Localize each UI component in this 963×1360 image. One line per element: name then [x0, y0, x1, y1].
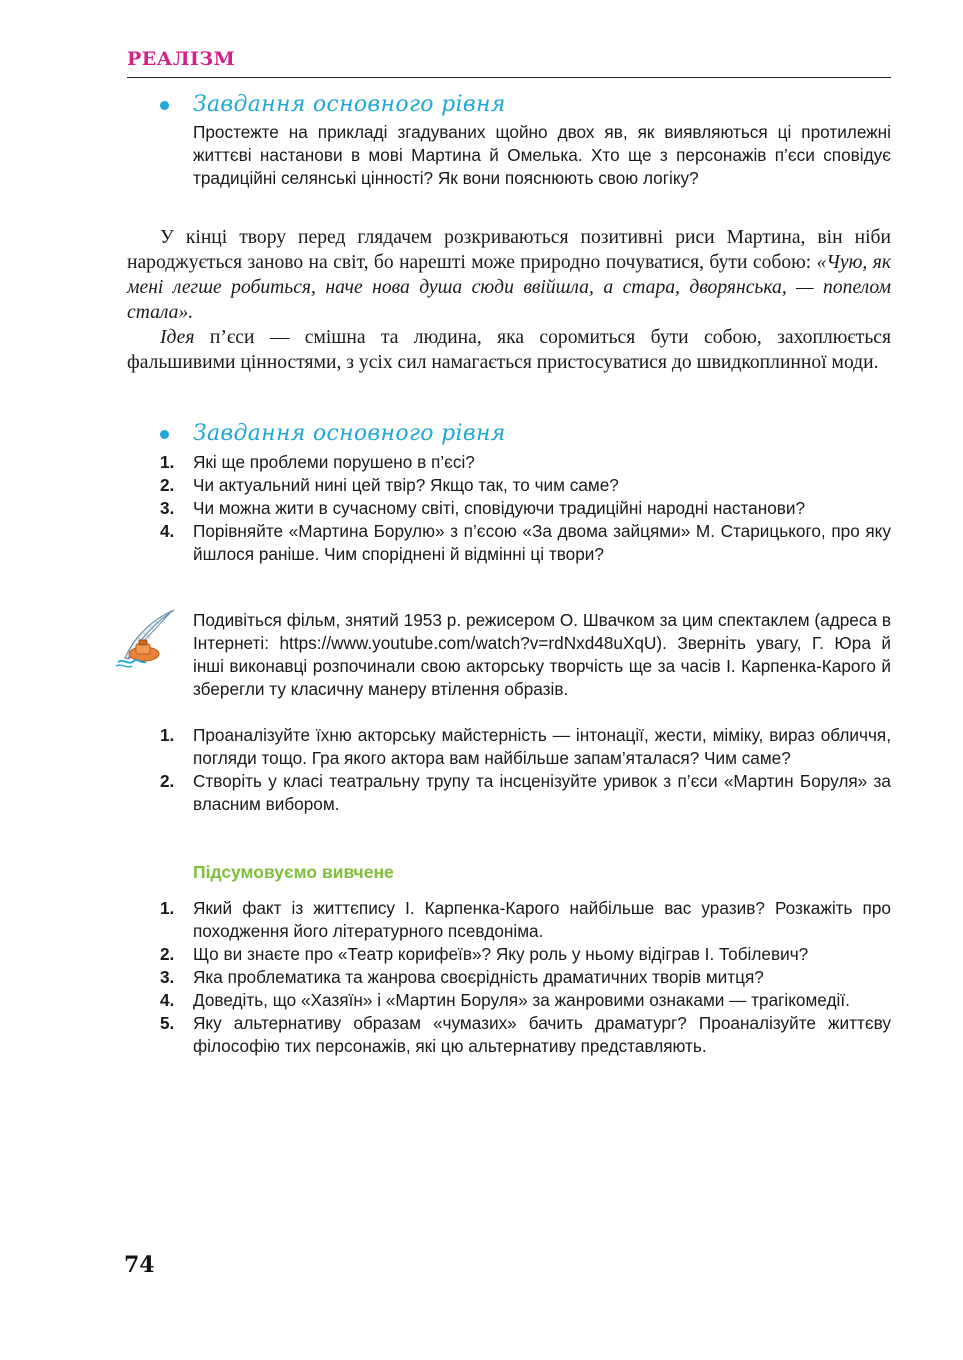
creative-task-list: [160, 724, 891, 816]
list-item: [160, 724, 891, 770]
item-text: Чи можна жити в сучасному світі, сповідуючи традиційні народні настанови?: [193, 498, 806, 518]
quill-inkwell-icon: [112, 608, 178, 670]
task-heading-basic-1: [160, 89, 506, 119]
item-text: Який факт із життєпису І. Карпенка-Карого найбільше вас уразив? Розкажіть про походження його літературного псевдоніма.: [193, 898, 891, 941]
paragraph-text: У кінці твору перед глядачем розкриваються позитивні риси Мартина, він ніби народжується заново на світ, бо нарешті може природно почуватися, бути собою:: [127, 227, 891, 273]
section-title: РЕАЛІЗМ: [127, 48, 236, 70]
item-number: 2.: [160, 771, 175, 791]
list-item: [160, 770, 891, 816]
list-item: [160, 897, 891, 943]
list-item: [160, 474, 891, 497]
item-number: 3.: [160, 498, 175, 518]
task-2-list: [160, 451, 891, 566]
creative-task-intro: Подивіться фільм, знятий 1953 р. режисером О. Швачком за цим спектаклем (адреса в Інтернеті: https://www.youtube.com/watch?v=rdNxd48uXqU). Зверніть увагу, Г. Юра й інші виконавці розпочинали свою акторську творчість ще за часів І. Карпенка-Карого й зберегли ту класичну манеру втілення образів.: [193, 610, 891, 699]
list-item: [160, 451, 891, 474]
item-number: 2.: [160, 944, 175, 964]
summary-list: [160, 897, 891, 1058]
page-number: 74: [124, 1252, 155, 1278]
item-number: 5.: [160, 1013, 175, 1033]
item-text: Яку альтернативу образам «чумазих» бачить драматург? Проаналізуйте життєву філософію тих персонажів, які цю альтернативу представляють.: [193, 1013, 891, 1056]
item-number: 3.: [160, 967, 175, 987]
body-paragraph-2: [127, 325, 891, 375]
term-idea: Ідея: [160, 327, 195, 348]
item-text: Створіть у класі театральну трупу та інсценізуйте уривок з п’єси «Мартин Боруля» за власним вибором.: [193, 771, 891, 814]
list-item: [160, 520, 891, 566]
item-text: Яка проблематика та жанрова своєрідність драматичних творів митця?: [193, 967, 764, 987]
item-number: 4.: [160, 990, 175, 1010]
body-paragraph-1: [127, 225, 891, 325]
task-heading-text: Завдання основного рівня: [193, 420, 506, 446]
item-number: 1.: [160, 452, 175, 472]
list-item: [160, 989, 891, 1012]
item-text: Що ви знаєте про «Театр корифеїв»? Яку роль у ньому відіграв І. Тобілевич?: [193, 944, 809, 964]
item-text: Порівняйте «Мартина Борулю» з п’єсою «За двома зайцями» М. Старицького, про яку йшлося раніше. Чим споріднені й відмінні ці твори?: [193, 521, 891, 564]
item-number: 1.: [160, 725, 175, 745]
page-header: [127, 46, 891, 78]
item-text: Які ще проблеми порушено в п’єсі?: [193, 452, 475, 472]
task-heading-basic-2: [160, 418, 506, 448]
paragraph-text: п’єси — смішна та людина, яка соромиться бути собою, захоплюється фальшивими цінностями, з усіх сил намагається пристосуватися до швидкоплинної моди.: [127, 327, 891, 373]
item-text: Доведіть, що «Хазяїн» і «Мартин Боруля» за жанровими ознаками — трагікомедії.: [193, 990, 850, 1010]
list-item: [160, 497, 891, 520]
task-1-text: Простежте на прикладі згадуваних щойно двох яв, як виявляються ці протилежні життєві настанови в мові Мартина й Омелька. Хто ще з персонажів п’єси сповідує традиційні селянські цінності? Як вони пояснюють свою логіку?: [193, 122, 891, 188]
item-text: Проаналізуйте їхню акторську майстерність — інтонації, жести, міміку, вираз обличчя, погляди тощо. Гра якого актора вам найбільше запам’яталася? Чим саме?: [193, 725, 891, 768]
list-item: [160, 1012, 891, 1058]
list-item: [160, 966, 891, 989]
item-number: 4.: [160, 521, 175, 541]
quote-text: «Чую, як мені легше робиться, наче нова душа сюди ввійшла, а стара, дворянська, — попелом стала».: [127, 252, 891, 323]
item-text: Чи актуальний нині цей твір? Якщо так, то чим саме?: [193, 475, 619, 495]
item-number: 1.: [160, 898, 175, 918]
summary-heading: Підсумовуємо вивчене: [193, 862, 394, 882]
task-heading-text: Завдання основного рівня: [193, 91, 506, 117]
list-item: [160, 943, 891, 966]
bullet-icon: [160, 430, 169, 439]
bullet-icon: [160, 101, 169, 110]
item-number: 2.: [160, 475, 175, 495]
